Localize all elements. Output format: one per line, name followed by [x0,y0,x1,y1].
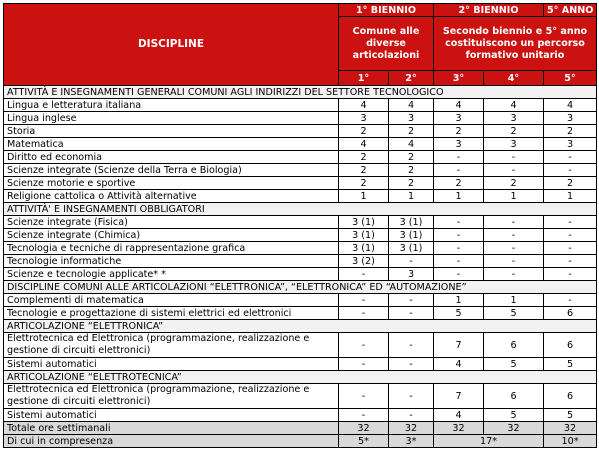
anno5-header: 5° ANNO [544,4,597,17]
hours-cell: 1 [434,294,484,307]
hours-cell: 2 [339,125,389,138]
hours-cell: - [339,358,389,371]
hours-cell: 4 [389,99,434,112]
table-row [4,242,597,255]
discipline-name: Tecnologie e progettazione di sistemi elettrici ed elettronici [4,307,339,320]
hours-cell: - [434,151,484,164]
section-header-row [4,281,597,294]
hours-cell: - [389,294,434,307]
hours-cell: - [544,242,597,255]
hours-cell: 1 [484,294,544,307]
hours-cell: 4 [339,138,389,151]
hours-cell: 3 [339,112,389,125]
summary-row [4,435,597,448]
hours-cell: - [339,307,389,320]
hours-cell: 10* [544,435,597,448]
hours-cell: - [389,384,434,409]
hours-cell: - [339,409,389,422]
curriculum-table [3,3,597,448]
discipline-name: Diritto ed economia [4,151,339,164]
table-row [4,255,597,268]
discipline-name: Sistemi automatici [4,409,339,422]
hours-cell: 6 [484,333,544,358]
discipline-header: DISCIPLINE [4,4,339,86]
year-1-header: 1° [339,71,389,86]
hours-cell: - [484,164,544,177]
hours-cell: 3 [389,268,434,281]
hours-cell: 4 [389,138,434,151]
biennio1-header: 1° BIENNIO [339,4,434,17]
hours-cell: 3 [544,138,597,151]
hours-cell: - [434,216,484,229]
hours-cell: 1 [544,190,597,203]
biennio2-header: 2° BIENNIO [434,4,544,17]
hours-cell: - [484,268,544,281]
hours-cell: 32 [484,422,544,435]
hours-cell: 3 [389,112,434,125]
hours-cell: - [544,255,597,268]
section-header-row [4,86,597,99]
hours-cell: 3 (1) [389,216,434,229]
hours-cell: - [434,268,484,281]
section-label: ATTIVITÀ' E INSEGNAMENTI OBBLIGATORI [4,203,597,216]
hours-cell: 3* [389,435,434,448]
hours-cell: 6 [544,384,597,409]
hours-cell: 3 (1) [339,242,389,255]
hours-cell: 4 [434,358,484,371]
hours-cell: - [339,384,389,409]
hours-cell: 3 [434,112,484,125]
hours-cell: - [484,229,544,242]
hours-cell: 7 [434,384,484,409]
hours-cell: 6 [544,333,597,358]
hours-cell: 5 [484,307,544,320]
hours-cell: 32 [389,422,434,435]
table-row [4,99,597,112]
discipline-name: Scienze integrate (Chimica) [4,229,339,242]
hours-cell: 6 [484,384,544,409]
hours-cell: - [484,151,544,164]
hours-cell: - [544,268,597,281]
hours-cell: 3 (1) [339,229,389,242]
hours-cell: 4 [544,99,597,112]
hours-cell: - [389,307,434,320]
table-row [4,112,597,125]
hours-cell: - [339,268,389,281]
discipline-name: Lingua inglese [4,112,339,125]
section-header-row [4,203,597,216]
hours-cell: 3 [434,138,484,151]
hours-cell: - [544,151,597,164]
year-2-header: 2° [389,71,434,86]
hours-cell: - [484,216,544,229]
discipline-name: Di cui in compresenza [4,435,339,448]
hours-cell: 3 (2) [339,255,389,268]
hours-cell: - [389,358,434,371]
discipline-name: Religione cattolica o Attività alternative [4,190,339,203]
hours-cell: 2 [484,177,544,190]
hours-cell: - [389,255,434,268]
section-label: DISCIPLINE COMUNI ALLE ARTICOLAZIONI “ELETTRONICA”, “ELETTRONICA” ED “AUTOMAZIONE” [4,281,597,294]
hours-cell: 2 [339,164,389,177]
hours-cell: - [544,294,597,307]
hours-cell: - [544,164,597,177]
hours-cell: 5 [434,307,484,320]
discipline-name: Tecnologie informatiche [4,255,339,268]
section-label: ATTIVITÀ E INSEGNAMENTI GENERALI COMUNI AGLI INDIRIZZI DEL SETTORE TECNOLOGICO [4,86,597,99]
hours-cell: - [484,242,544,255]
discipline-name: Matematica [4,138,339,151]
summary-row [4,422,597,435]
table-row [4,409,597,422]
hours-cell: 3 [484,138,544,151]
table-row [4,151,597,164]
hours-cell: 2 [544,125,597,138]
hours-cell: 4 [339,99,389,112]
hours-cell: - [434,242,484,255]
hours-cell: 2 [389,125,434,138]
hours-cell: - [389,409,434,422]
discipline-name: Lingua e letteratura italiana [4,99,339,112]
hours-cell: 2 [389,164,434,177]
hours-cell: 4 [434,409,484,422]
hours-cell: 32 [434,422,484,435]
hours-cell: - [434,229,484,242]
hours-cell: 4 [484,99,544,112]
table-body [4,86,597,448]
hours-cell: 1 [339,190,389,203]
section-label: ARTICOLAZIONE “ELETTROTECNICA” [4,371,597,384]
hours-cell: 1 [434,190,484,203]
section-header-row [4,371,597,384]
hours-cell: 3 (1) [389,242,434,255]
hours-cell: 5* [339,435,389,448]
hours-cell: 3 [544,112,597,125]
year-4-header: 4° [484,71,544,86]
discipline-name: Sistemi automatici [4,358,339,371]
biennio2-subheader: Secondo biennio e 5° anno costituiscono un percorso formativo unitario [434,17,597,71]
table-row [4,177,597,190]
hours-cell: 2 [339,151,389,164]
table-row [4,307,597,320]
hours-cell: 5 [484,409,544,422]
hours-cell: - [484,255,544,268]
hours-cell: - [434,164,484,177]
table-row [4,138,597,151]
hours-cell: - [434,255,484,268]
hours-cell: 32 [339,422,389,435]
hours-cell: - [389,333,434,358]
discipline-name: Elettrotecnica ed Elettronica (programmazione, realizzazione e gestione di circuiti elettronici) [4,333,339,358]
biennio1-subheader: Comune alle diverse articolazioni [339,17,434,71]
hours-cell: 3 (1) [389,229,434,242]
hours-cell: 2 [389,151,434,164]
hours-cell: 3 (1) [339,216,389,229]
hours-cell: 17* [434,435,544,448]
table-row [4,164,597,177]
hours-cell: - [339,333,389,358]
hours-cell: 2 [339,177,389,190]
year-5-header: 5° [544,71,597,86]
hours-cell: 6 [544,307,597,320]
discipline-name: Tecnologia e tecniche di rappresentazione grafica [4,242,339,255]
hours-cell: 2 [544,177,597,190]
hours-cell: 5 [484,358,544,371]
hours-cell: 2 [434,177,484,190]
discipline-name: Scienze e tecnologie applicate* * [4,268,339,281]
hours-cell: 1 [389,190,434,203]
hours-cell: 5 [544,409,597,422]
hours-cell: 2 [484,125,544,138]
table-row [4,229,597,242]
table-row [4,190,597,203]
hours-cell: 4 [434,99,484,112]
hours-cell: 3 [484,112,544,125]
hours-cell: 32 [544,422,597,435]
discipline-name: Elettrotecnica ed Elettronica (programmazione, realizzazione e gestione di circuiti elettronici) [4,384,339,409]
year-3-header: 3° [434,71,484,86]
hours-cell: 7 [434,333,484,358]
hours-cell: - [544,216,597,229]
table-row [4,125,597,138]
discipline-name: Storia [4,125,339,138]
table-row [4,268,597,281]
hours-cell: 2 [434,125,484,138]
hours-cell: - [339,294,389,307]
hours-cell: 5 [544,358,597,371]
discipline-name: Totale ore settimanali [4,422,339,435]
discipline-name: Complementi di matematica [4,294,339,307]
discipline-name: Scienze integrate (Fisica) [4,216,339,229]
hours-cell: 1 [484,190,544,203]
table-row [4,384,597,409]
table-row [4,358,597,371]
table-row [4,294,597,307]
discipline-name: Scienze integrate (Scienze della Terra e Biologia) [4,164,339,177]
section-label: ARTICOLAZIONE “ELETTRONICA” [4,320,597,333]
discipline-name: Scienze motorie e sportive [4,177,339,190]
section-header-row [4,320,597,333]
table-row [4,216,597,229]
hours-cell: - [544,229,597,242]
table-row [4,333,597,358]
hours-cell: 2 [389,177,434,190]
